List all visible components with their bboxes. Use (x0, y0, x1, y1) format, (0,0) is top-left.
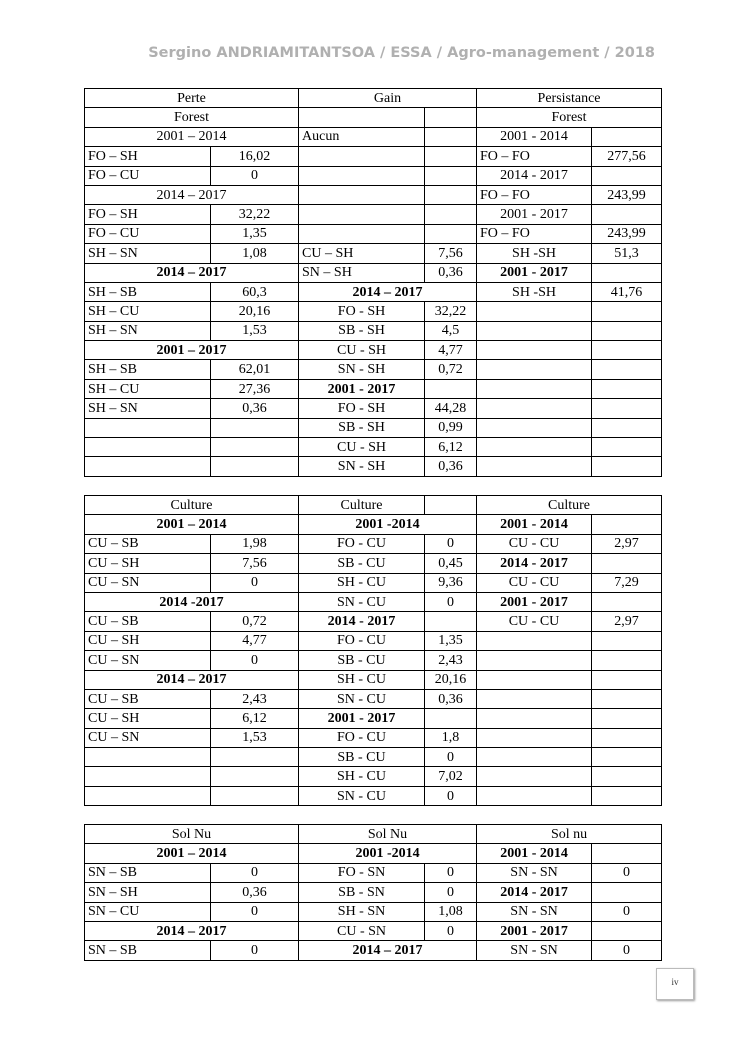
table-cell (477, 631, 592, 650)
table-cell (211, 786, 299, 805)
table-cell: CU – SN (85, 573, 211, 592)
table-cell (85, 457, 211, 476)
table-cell: 0 (211, 166, 299, 185)
table-cell (425, 147, 477, 166)
table-cell (85, 767, 211, 786)
table-cell (592, 844, 662, 863)
table-cell: SH – SB (85, 360, 211, 379)
table-cell: CU - CU (477, 534, 592, 553)
table-cell: SN – SH (299, 263, 425, 282)
table-cell (592, 767, 662, 786)
table-cell: 0 (425, 748, 477, 767)
table-cell: SN – SH (85, 883, 211, 902)
table-cell: SN - SN (477, 941, 592, 960)
table-row (85, 379, 662, 398)
table-cell (477, 302, 592, 321)
table-cell: CU – SB (85, 534, 211, 553)
table-cell (477, 360, 592, 379)
table-cell: 0 (425, 883, 477, 902)
table-cell (299, 224, 425, 243)
table-cell: 2001 – 2017 (85, 341, 299, 360)
table-cell: SH - CU (299, 670, 425, 689)
table-row (85, 263, 662, 282)
table-cell: 1,98 (211, 534, 299, 553)
table-row (85, 205, 662, 224)
table-cell: 1,35 (211, 224, 299, 243)
table-cell: SN - SH (299, 457, 425, 476)
table-cell (592, 554, 662, 573)
table-cell: 27,36 (211, 379, 299, 398)
table-cell (477, 321, 592, 340)
table-cell: SN - SN (477, 863, 592, 882)
table-cell: 20,16 (211, 302, 299, 321)
table-row (85, 360, 662, 379)
table-row (85, 185, 662, 204)
table-row (85, 534, 662, 553)
table-cell: 20,16 (425, 670, 477, 689)
table-cell: SH – CU (85, 379, 211, 398)
table-cell: Sol Nu (299, 825, 477, 844)
table-cell (592, 651, 662, 670)
table-cell: 1,53 (211, 321, 299, 340)
table-cell (592, 302, 662, 321)
table-cell: 1,35 (425, 631, 477, 650)
table-row (85, 302, 662, 321)
table-cell (299, 108, 425, 127)
table-cell (592, 457, 662, 476)
table-cell: FO - CU (299, 631, 425, 650)
table-cell: SH - CU (299, 767, 425, 786)
table-cell: FO – FO (477, 147, 592, 166)
table-cell: SH -SH (477, 282, 592, 301)
table-cell: SH -SH (477, 244, 592, 263)
table-cell: 2014 - 2017 (477, 554, 592, 573)
table-cell (477, 457, 592, 476)
table-cell: 0,36 (425, 457, 477, 476)
table-cell (477, 728, 592, 747)
table-cell: FO - SH (299, 399, 425, 418)
table-cell (477, 709, 592, 728)
table-cell (85, 748, 211, 767)
table-row (85, 689, 662, 708)
table-cell: Perte (85, 89, 299, 108)
table-cell (592, 127, 662, 146)
table-cell: FO – SH (85, 205, 211, 224)
table-cell: 0 (211, 863, 299, 882)
table-cell (592, 379, 662, 398)
table-cell: 62,01 (211, 360, 299, 379)
table-cell (425, 166, 477, 185)
table-cell: CU – SB (85, 612, 211, 631)
table-row (85, 321, 662, 340)
table-cell (299, 166, 425, 185)
table-cell: 2014 – 2017 (85, 185, 299, 204)
table-row (85, 341, 662, 360)
table-cell: SB - CU (299, 748, 425, 767)
table-cell (592, 670, 662, 689)
table-row (85, 883, 662, 902)
table-row (85, 224, 662, 243)
table-cell: 2001 - 2017 (477, 263, 592, 282)
table-row (85, 592, 662, 611)
table-cell: CU – SH (85, 709, 211, 728)
table-cell: Gain (299, 89, 477, 108)
table-cell (425, 612, 477, 631)
table-cell: 2014 - 2017 (477, 166, 592, 185)
table-row (85, 767, 662, 786)
table-cell: Aucun (299, 127, 425, 146)
table-cell: FO – FO (477, 224, 592, 243)
table-cell: 2001 - 2014 (477, 844, 592, 863)
table-cell (592, 748, 662, 767)
table-cell: 2,97 (592, 612, 662, 631)
table-cell: 0 (592, 902, 662, 921)
forest-change-table (84, 88, 662, 477)
table-cell: 7,29 (592, 573, 662, 592)
table-cell: SH - CU (299, 573, 425, 592)
table-cell (211, 418, 299, 437)
table-cell: 32,22 (425, 302, 477, 321)
table-row (85, 457, 662, 476)
table-row (85, 921, 662, 940)
table-cell: 0 (592, 863, 662, 882)
table-cell: 0 (592, 941, 662, 960)
table-cell: SN - CU (299, 592, 425, 611)
table-row (85, 108, 662, 127)
table-cell: SB - CU (299, 651, 425, 670)
table-cell: 6,12 (425, 438, 477, 457)
sol-nu-change-table (84, 824, 662, 961)
table-cell: SH – SN (85, 399, 211, 418)
table-cell: 2014 – 2017 (85, 921, 299, 940)
table-cell: 0 (211, 902, 299, 921)
table-cell: Culture (477, 496, 662, 515)
table-cell (425, 709, 477, 728)
table-cell: FO – CU (85, 166, 211, 185)
table-cell (477, 651, 592, 670)
table-row (85, 127, 662, 146)
table-cell (425, 205, 477, 224)
table-cell: 0 (425, 592, 477, 611)
table-cell (425, 379, 477, 398)
table-cell (592, 205, 662, 224)
table-cell: 1,8 (425, 728, 477, 747)
table-cell: 0,36 (211, 399, 299, 418)
table-cell: Forest (85, 108, 299, 127)
table-cell: SN - SH (299, 360, 425, 379)
culture-change-table (84, 495, 662, 806)
table-cell (211, 748, 299, 767)
table-cell: 60,3 (211, 282, 299, 301)
table-cell: 0 (211, 941, 299, 960)
table-cell: 2001 - 2017 (477, 592, 592, 611)
table-cell: SB - CU (299, 554, 425, 573)
table-cell (592, 592, 662, 611)
table-row (85, 438, 662, 457)
table-cell (592, 166, 662, 185)
table-cell: 243,99 (592, 185, 662, 204)
table-row (85, 612, 662, 631)
table-cell: SH – CU (85, 302, 211, 321)
table-row (85, 728, 662, 747)
table-cell (477, 341, 592, 360)
table-cell: 7,02 (425, 767, 477, 786)
table-cell (299, 147, 425, 166)
table-cell (211, 457, 299, 476)
table-cell: FO - SN (299, 863, 425, 882)
table-row (85, 244, 662, 263)
table-cell: FO - CU (299, 534, 425, 553)
table-cell (211, 438, 299, 457)
table-cell: CU – SN (85, 728, 211, 747)
table-cell: 0,36 (425, 263, 477, 282)
table-row (85, 573, 662, 592)
table-row (85, 399, 662, 418)
table-cell: 2001 - 2017 (299, 379, 425, 398)
table-cell: CU - SN (299, 921, 425, 940)
table-row (85, 709, 662, 728)
table-row (85, 631, 662, 650)
table-row (85, 863, 662, 882)
table-row (85, 166, 662, 185)
table-cell: 4,77 (425, 341, 477, 360)
table-cell: 44,28 (425, 399, 477, 418)
table-cell (425, 185, 477, 204)
table-row (85, 670, 662, 689)
table-cell: 51,3 (592, 244, 662, 263)
page-number: iv (656, 968, 694, 1000)
table-cell: Persistance (477, 89, 662, 108)
table-cell (425, 127, 477, 146)
table-cell (477, 399, 592, 418)
table-cell: 0,45 (425, 554, 477, 573)
table-row (85, 786, 662, 805)
table-cell: CU – SH (85, 554, 211, 573)
table-cell: Sol nu (477, 825, 662, 844)
table-cell: SN – SB (85, 941, 211, 960)
table-cell (592, 321, 662, 340)
table-cell: 2014 – 2017 (299, 941, 477, 960)
table-cell (425, 108, 477, 127)
table-cell: 2001 - 2017 (477, 921, 592, 940)
table-cell (477, 748, 592, 767)
table-cell: 16,02 (211, 147, 299, 166)
table-cell: Culture (85, 496, 299, 515)
table-row (85, 496, 662, 515)
table-cell: 2,43 (211, 689, 299, 708)
table-cell: 2001 – 2014 (85, 844, 299, 863)
table-row (85, 515, 662, 534)
table-cell: 9,36 (425, 573, 477, 592)
table-cell (592, 418, 662, 437)
table-cell: 0 (425, 786, 477, 805)
table-cell: 41,76 (592, 282, 662, 301)
page-header: Sergino ANDRIAMITANTSOA / ESSA / Agro-management / 2018 (148, 45, 655, 61)
table-cell: Sol Nu (85, 825, 299, 844)
table-cell: 4,5 (425, 321, 477, 340)
table-cell: 2001 – 2014 (85, 127, 299, 146)
table-cell: CU - CU (477, 573, 592, 592)
table-cell: FO – FO (477, 185, 592, 204)
table-cell (425, 224, 477, 243)
table-cell: 0,72 (425, 360, 477, 379)
table-cell: 7,56 (211, 554, 299, 573)
table-cell: CU – SH (85, 631, 211, 650)
table-cell: SN – SB (85, 863, 211, 882)
table-cell (592, 631, 662, 650)
table-cell (592, 399, 662, 418)
table-row (85, 748, 662, 767)
table-cell: SB - SH (299, 321, 425, 340)
table-cell (85, 786, 211, 805)
table-row (85, 282, 662, 301)
table-cell: 1,08 (211, 244, 299, 263)
table-row (85, 89, 662, 108)
table-cell: 1,08 (425, 902, 477, 921)
table-cell: 0,72 (211, 612, 299, 631)
table-cell: 2014 – 2017 (85, 263, 299, 282)
table-cell: Culture (299, 496, 425, 515)
table-cell: 0,36 (211, 883, 299, 902)
table-cell (592, 438, 662, 457)
table-row (85, 825, 662, 844)
table-cell: 2001 - 2017 (477, 205, 592, 224)
table-cell: Forest (477, 108, 662, 127)
table-cell (211, 767, 299, 786)
table-cell (425, 496, 477, 515)
table-cell: CU – SB (85, 689, 211, 708)
table-cell (477, 689, 592, 708)
table-cell (592, 263, 662, 282)
table-cell (477, 670, 592, 689)
table-cell: FO - SH (299, 302, 425, 321)
table-cell: 2014 -2017 (85, 592, 299, 611)
table-cell (299, 185, 425, 204)
table-cell (85, 418, 211, 437)
table-cell: SB - SN (299, 883, 425, 902)
table-cell: 2001 - 2014 (477, 127, 592, 146)
table-cell: 0 (211, 651, 299, 670)
table-cell: CU – SH (299, 244, 425, 263)
table-cell (299, 205, 425, 224)
table-cell: 2,97 (592, 534, 662, 553)
table-cell (592, 360, 662, 379)
table-cell (477, 767, 592, 786)
table-cell: FO - CU (299, 728, 425, 747)
table-cell: 2014 – 2017 (299, 282, 477, 301)
table-cell: FO – SH (85, 147, 211, 166)
table-cell (477, 418, 592, 437)
table-row (85, 147, 662, 166)
table-cell (592, 341, 662, 360)
table-cell: SH - SN (299, 902, 425, 921)
table-row (85, 651, 662, 670)
table-cell: SH – SN (85, 321, 211, 340)
table-cell: 2001 - 2017 (299, 709, 425, 728)
table-cell: SN - SN (477, 902, 592, 921)
table-cell: SH – SB (85, 282, 211, 301)
table-cell: SN - CU (299, 786, 425, 805)
table-row (85, 418, 662, 437)
table-cell: 2001 - 2014 (477, 515, 592, 534)
table-cell: 2014 – 2017 (85, 670, 299, 689)
table-cell: 0 (425, 921, 477, 940)
table-cell (477, 379, 592, 398)
table-cell (592, 728, 662, 747)
table-row (85, 941, 662, 960)
table-cell: 2,43 (425, 651, 477, 670)
table-cell: 2014 - 2017 (477, 883, 592, 902)
table-cell (592, 921, 662, 940)
table-cell: FO – CU (85, 224, 211, 243)
table-cell: 2014 - 2017 (299, 612, 425, 631)
table-cell: 32,22 (211, 205, 299, 224)
table-cell: 1,53 (211, 728, 299, 747)
table-cell (592, 883, 662, 902)
table-cell: CU - SH (299, 438, 425, 457)
table-cell: 4,77 (211, 631, 299, 650)
table-row (85, 554, 662, 573)
table-cell: 6,12 (211, 709, 299, 728)
table-cell: 277,56 (592, 147, 662, 166)
table-cell: 0,36 (425, 689, 477, 708)
table-cell (592, 709, 662, 728)
table-row (85, 844, 662, 863)
table-cell (85, 438, 211, 457)
table-cell: 2001 – 2014 (85, 515, 299, 534)
table-cell: CU – SN (85, 651, 211, 670)
table-cell: SB - SH (299, 418, 425, 437)
table-cell: 243,99 (592, 224, 662, 243)
table-cell: 2001 -2014 (299, 515, 477, 534)
table-cell (592, 689, 662, 708)
table-cell (592, 515, 662, 534)
table-cell: 0,99 (425, 418, 477, 437)
table-cell (592, 786, 662, 805)
table-cell: SN - CU (299, 689, 425, 708)
table-cell: 0 (425, 534, 477, 553)
table-cell: CU - CU (477, 612, 592, 631)
table-cell (477, 438, 592, 457)
table-cell: 0 (425, 863, 477, 882)
table-cell: 0 (211, 573, 299, 592)
table-cell: SN – CU (85, 902, 211, 921)
table-cell (477, 786, 592, 805)
table-cell: SH – SN (85, 244, 211, 263)
table-cell: CU - SH (299, 341, 425, 360)
table-row (85, 902, 662, 921)
table-cell: 2001 -2014 (299, 844, 477, 863)
table-cell: 7,56 (425, 244, 477, 263)
